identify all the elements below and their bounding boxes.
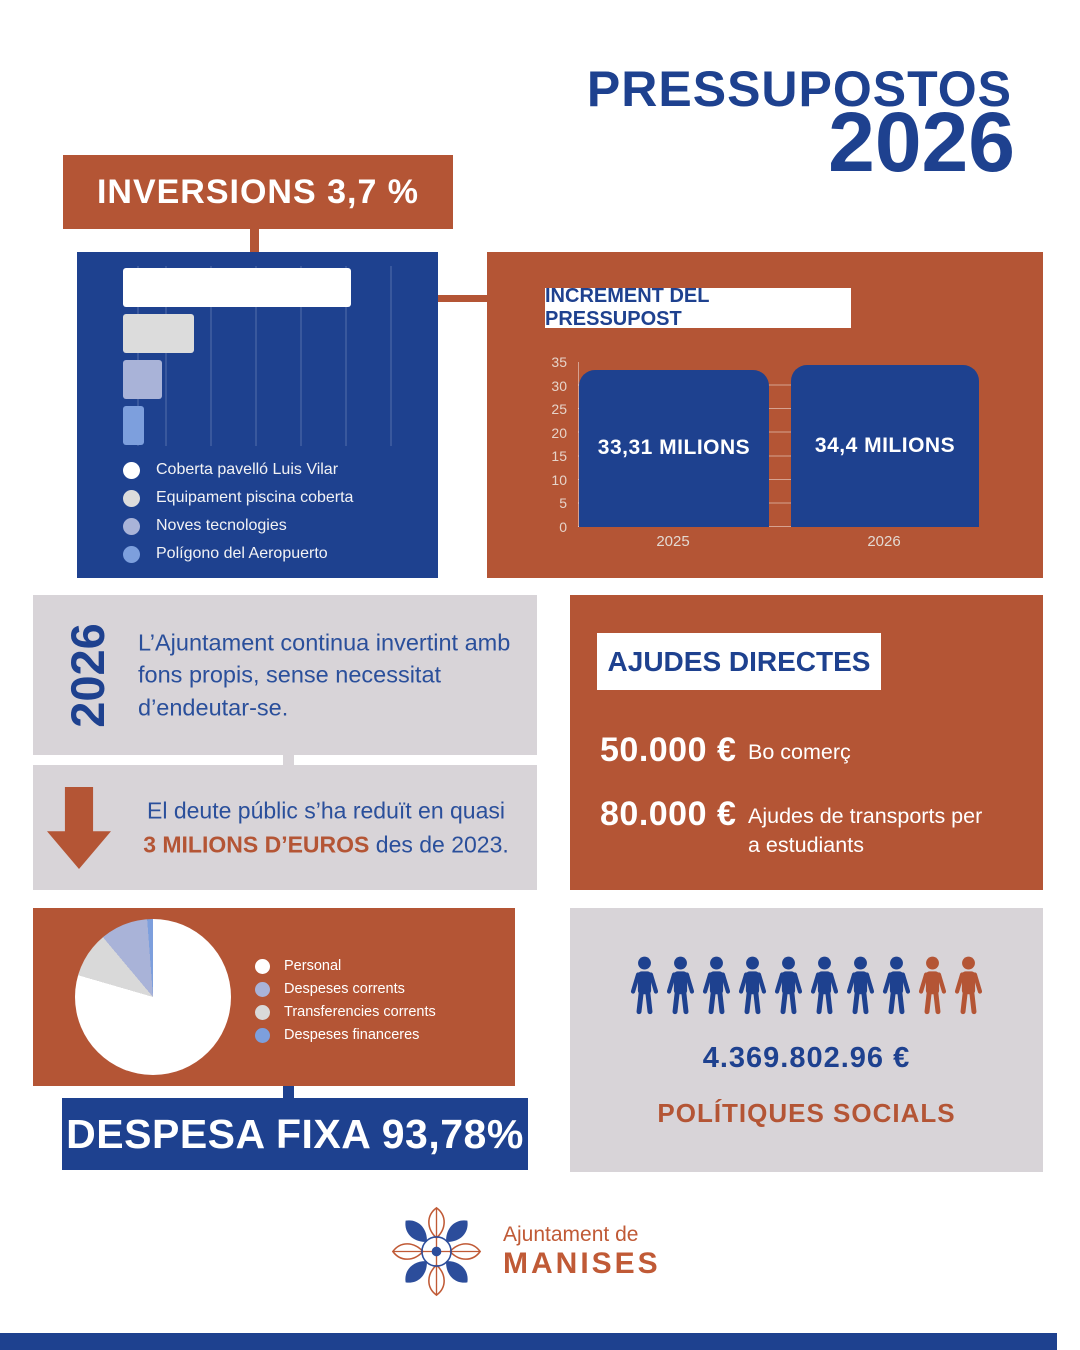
socials-amount: 4.369.802.96 €: [702, 1042, 911, 1074]
legend-item: [255, 1004, 436, 1020]
despesa-banner-label: DESPESA FIXA 93,78%: [66, 1110, 524, 1157]
y-tick: 5: [559, 495, 567, 512]
legend-label: Despeses financeres: [284, 1027, 420, 1043]
despesa-pie-box: [33, 908, 515, 1086]
legend-item: [123, 461, 353, 479]
y-tick: 25: [551, 401, 567, 418]
ajudes-directes-box: [570, 595, 1043, 890]
legend-label: Noves tecnologies: [156, 517, 287, 534]
legend-label: Personal: [284, 958, 342, 974]
despesa-legend: [255, 958, 436, 1043]
x-tick: 2025: [656, 533, 690, 550]
legend-label: Equipament piscina coberta: [156, 489, 354, 506]
x-tick: 2026: [867, 533, 901, 550]
inversions-banner-label: INVERSIONS 3,7 %: [96, 172, 420, 211]
legend-dot: [255, 1005, 270, 1020]
manises-rosette-icon: [388, 1203, 485, 1300]
person-icon: [664, 956, 697, 1016]
person-icon: [808, 956, 841, 1016]
person-icon: [952, 956, 985, 1016]
increment-bar-2026: [791, 365, 979, 527]
person-icon: [916, 956, 949, 1016]
person-icon: [736, 956, 769, 1016]
debt-line1: El deute públic s’ha reduït en quasi: [146, 797, 506, 823]
ajudes-amount: 50.000 €: [600, 731, 737, 769]
ajudes-item: [600, 795, 993, 860]
increment-y-axis: [517, 353, 567, 536]
debt-rest: des de 2023.: [375, 831, 509, 858]
connector-horizontal-orange: [438, 295, 487, 302]
legend-dot: [123, 546, 140, 563]
y-tick: 10: [551, 471, 567, 488]
bar-value-label: 33,31 MILIONS: [597, 436, 751, 460]
y-tick: 15: [551, 448, 567, 465]
politiques-socials-box: [570, 908, 1043, 1172]
people-pictograph: [570, 956, 1043, 1016]
person-icon: [844, 956, 877, 1016]
inversions-bar: [123, 406, 144, 445]
y-tick: 20: [551, 424, 567, 441]
connector-vertical-grey: [283, 755, 294, 765]
arrow-down-icon: [47, 787, 111, 869]
person-icon: [628, 956, 661, 1016]
person-icon: [700, 956, 733, 1016]
despesa-fixa-banner: [62, 1098, 528, 1170]
bottom-accent-strip: [0, 1333, 1057, 1350]
statement-year-wrap: [47, 595, 127, 755]
legend-item: [123, 489, 353, 507]
inversions-legend: [123, 461, 353, 563]
legend-dot: [255, 1028, 270, 1043]
increment-bar-chart: [578, 362, 979, 527]
legend-item: [123, 517, 353, 535]
page-title: PRESSUPOSTOS: [586, 61, 1012, 117]
y-tick: 30: [551, 377, 567, 394]
inversions-bar: [123, 360, 162, 399]
legend-dot: [123, 462, 140, 479]
increment-box: [487, 252, 1043, 578]
page-title-year: 2026: [828, 95, 1015, 189]
socials-label: POLÍTIQUES SOCIALS: [657, 1098, 956, 1128]
increment-bar-2025: [579, 370, 769, 527]
inversions-bar-chart: [123, 266, 421, 458]
ajudes-amount: 80.000 €: [600, 795, 737, 833]
statement-box: [33, 595, 537, 755]
ajudes-item: [600, 731, 851, 770]
legend-item: [255, 958, 436, 974]
legend-label: Despeses corrents: [284, 981, 405, 997]
legend-dot: [255, 982, 270, 997]
connector-vertical-orange: [250, 229, 259, 252]
bar-value-label: 34,4 MILIONS: [814, 433, 956, 457]
inversions-chart-box: [77, 252, 438, 578]
legend-label: Transferencies corrents: [284, 1004, 436, 1020]
legend-dot: [255, 959, 270, 974]
debt-box: [33, 765, 537, 890]
legend-item: [123, 545, 353, 563]
person-icon: [772, 956, 805, 1016]
debt-highlight: 3 MILIONS D’EUROS: [143, 831, 370, 858]
increment-title-label: INCREMENT DEL PRESSUPOST: [545, 285, 710, 330]
increment-x-axis: [578, 533, 978, 553]
footer-org-line: Ajuntament de: [503, 1222, 639, 1246]
ajudes-label: Ajudes de transports per a estudiants: [748, 804, 983, 858]
inversions-bars: [123, 266, 421, 445]
footer-logo: [388, 1203, 661, 1300]
legend-label: Coberta pavelló Luis Vilar: [156, 461, 339, 478]
y-tick: 35: [551, 354, 567, 370]
person-icon: [880, 956, 913, 1016]
despesa-pie-chart: [75, 919, 231, 1075]
legend-item: [255, 1027, 436, 1043]
footer-city-line: MANISES: [503, 1246, 661, 1280]
legend-dot: [123, 518, 140, 535]
increment-title: [545, 285, 851, 330]
statement-year: 2026: [60, 622, 114, 728]
inversions-banner: [63, 155, 453, 229]
ajudes-title-label: AJUDES DIRECTES: [607, 645, 871, 677]
legend-item: [255, 981, 436, 997]
y-tick: 0: [559, 518, 567, 535]
statement-text: L’Ajuntament continua invertint amb fons propis, sense necessitat d’endeutar-se.: [138, 629, 511, 721]
inversions-bar: [123, 268, 351, 307]
footer-text: [503, 1223, 661, 1281]
inversions-bar: [123, 314, 194, 353]
ajudes-label: Bo comerç: [748, 740, 851, 764]
ajudes-title: [597, 633, 881, 690]
debt-text: [121, 793, 531, 862]
legend-dot: [123, 490, 140, 507]
legend-label: Polígono del Aeropuerto: [156, 545, 328, 562]
